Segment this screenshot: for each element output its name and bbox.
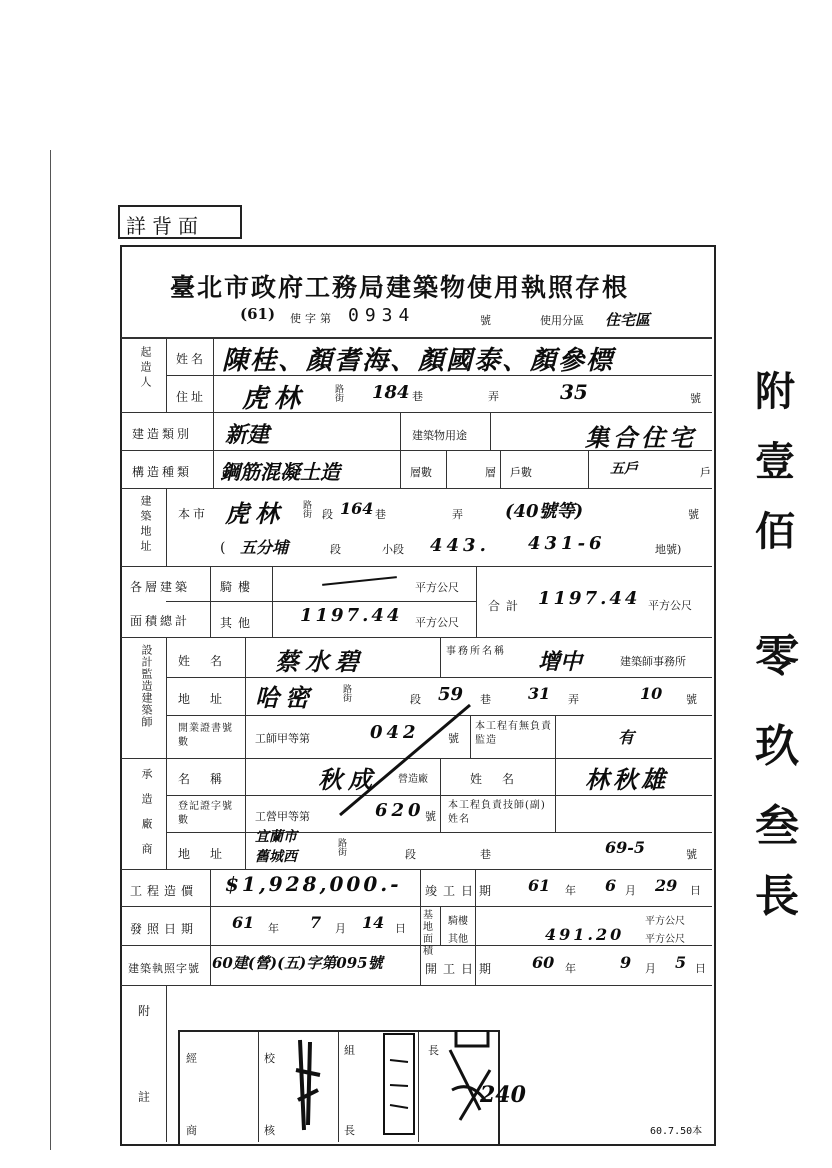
designer-name: 蔡水碧 xyxy=(275,647,365,676)
site-alley-unit: 弄 xyxy=(452,508,463,521)
divider xyxy=(400,412,401,488)
designer-reg-suffix: 號 xyxy=(448,732,459,745)
divider xyxy=(121,985,712,986)
margin-fragment: 叁 xyxy=(755,801,799,852)
building-permit-label: 建築執照字號 xyxy=(128,962,200,975)
applicant-road-unit: 路街 xyxy=(333,384,343,402)
applicant-lane: 巷 xyxy=(412,390,423,403)
issue-year: 61 xyxy=(232,913,255,932)
contractor-tech-label: 本工程負責技師(副)姓名 xyxy=(448,800,546,825)
margin-fragment: 附 xyxy=(755,368,795,415)
start-month: 9 xyxy=(620,953,632,972)
applicant-address-label: 住址 xyxy=(176,390,207,404)
divider xyxy=(440,906,441,945)
site-land-section: 五分埔 xyxy=(240,538,289,557)
issue-day-unit: 日 xyxy=(395,922,406,935)
divider xyxy=(490,412,491,450)
remarks-label-bottom: 註 xyxy=(138,1090,154,1104)
applicant-number-label: 號 xyxy=(690,392,701,405)
divider xyxy=(121,412,712,413)
cost-value: $1,928,000.- xyxy=(225,872,402,896)
sig-label-1: 經 xyxy=(186,1052,197,1065)
designer-alley-no: 31 xyxy=(528,684,551,703)
applicant-alley-no: 35 xyxy=(560,380,588,404)
binding-edge-line xyxy=(50,150,51,1150)
sig-label-2: 校 xyxy=(264,1052,275,1065)
area-label-1: 各層建築 xyxy=(130,580,191,594)
land-other-label: 其他 xyxy=(448,934,468,945)
land-arcade-unit: 平方公尺 xyxy=(645,916,685,927)
remarks-label-top: 附 xyxy=(138,1004,154,1018)
site-land-prefix: ( xyxy=(220,540,226,556)
diagonal-mark xyxy=(330,700,480,820)
land-arcade-label: 騎樓 xyxy=(448,916,468,927)
right-margin-fragments xyxy=(745,350,832,1030)
land-other-value: 491.20 xyxy=(545,925,625,944)
signature-scribble-1 xyxy=(296,1040,320,1130)
divider xyxy=(245,637,246,869)
floors-label: 層數 xyxy=(410,466,432,479)
designer-alley-unit: 弄 xyxy=(568,693,579,706)
divider xyxy=(166,601,476,602)
total-unit: 平方公尺 xyxy=(648,599,692,612)
designer-section-label: 設計監造建築師 xyxy=(140,644,153,728)
total-label: 合計 xyxy=(488,599,525,613)
divider xyxy=(210,869,211,985)
back-tag: 詳背面 xyxy=(126,214,204,238)
divider xyxy=(121,488,712,489)
margin-fragment: 零 xyxy=(755,631,799,682)
divider xyxy=(210,566,211,637)
contractor-address-road: 舊城西 xyxy=(255,849,297,865)
site-section-label: 建築地址 xyxy=(139,495,152,555)
category-label: 建造類別 xyxy=(132,427,193,441)
start-year-unit: 年 xyxy=(565,962,576,975)
margin-fragment: 長 xyxy=(755,871,799,922)
issue-month: 7 xyxy=(310,913,322,932)
contractor-name-label: 名稱 xyxy=(178,772,243,786)
completion-year-unit: 年 xyxy=(565,884,576,897)
completion-month: 6 xyxy=(605,876,617,895)
use-label: 建築物用途 xyxy=(412,429,467,442)
completion-day-unit: 日 xyxy=(690,884,701,897)
other-value: 1197.44 xyxy=(300,605,403,626)
divider xyxy=(166,488,167,566)
site-section-unit: 段 xyxy=(322,508,333,521)
designer-lane-no: 59 xyxy=(438,684,464,705)
zone-label: 使用分區 xyxy=(540,314,584,327)
issue-year-unit: 年 xyxy=(268,922,279,935)
contractor-road-unit: 路街 xyxy=(336,838,346,856)
designer-reg-number: 042 xyxy=(370,722,420,743)
sig-bottom-1: 商 xyxy=(186,1124,197,1137)
site-road-unit: 路街 xyxy=(301,500,311,518)
start-year: 60 xyxy=(532,953,555,972)
completion-month-unit: 月 xyxy=(625,884,636,897)
divider xyxy=(121,637,712,638)
divider xyxy=(213,338,214,412)
seal-stamp xyxy=(384,1034,414,1134)
designer-number-unit: 號 xyxy=(686,693,697,706)
contractor-address-city: 宜蘭市 xyxy=(255,829,297,845)
site-lane-unit: 巷 xyxy=(375,508,386,521)
site-land-suffix: 地號) xyxy=(655,543,682,556)
divider xyxy=(555,758,556,832)
divider xyxy=(476,566,477,637)
permit-year: (61) xyxy=(240,305,276,323)
site-lot-1: 443. xyxy=(430,535,490,556)
completion-label: 竣工日期 xyxy=(425,884,498,898)
contractor-lane-unit: 巷 xyxy=(480,848,491,861)
building-permit-value: 60建(營)(五)字第095號 xyxy=(212,954,383,972)
sig-label-3: 組 xyxy=(344,1044,355,1057)
designer-road-unit: 路街 xyxy=(341,684,351,702)
contractor-section-unit: 段 xyxy=(405,848,416,861)
contractor-name-suffix: 營造廠 xyxy=(398,774,428,785)
divider xyxy=(166,637,167,869)
site-lot-2: 431-6 xyxy=(528,533,606,554)
applicant-alley: 弄 xyxy=(488,390,499,403)
permit-prefix: 使字第 xyxy=(290,312,335,325)
divider xyxy=(440,637,441,677)
designer-supervisor-value: 有 xyxy=(618,728,635,747)
divider xyxy=(166,832,712,833)
designer-section-unit: 段 xyxy=(410,693,421,706)
designer-address-label: 地址 xyxy=(178,692,243,706)
households-value: 五戶 xyxy=(610,461,638,477)
land-area-label: 基地面積 xyxy=(423,910,433,957)
designer-road: 哈密 xyxy=(255,683,315,712)
sig-bottom-2: 核 xyxy=(264,1124,275,1137)
site-land-section-unit: 段 xyxy=(330,543,341,556)
signature-scribble-2 xyxy=(450,1030,490,1120)
divider xyxy=(420,869,421,985)
divider xyxy=(166,338,167,412)
total-value: 1197.44 xyxy=(538,588,641,609)
other-label: 其他 xyxy=(220,616,257,630)
divider xyxy=(588,450,589,488)
site-city: 本市 xyxy=(178,507,209,521)
issue-month-unit: 月 xyxy=(335,922,346,935)
contractor-number: 69-5 xyxy=(605,838,646,857)
structure-value: 鋼筋混凝土造 xyxy=(220,460,340,484)
print-code: 60.7.50本 xyxy=(650,1126,703,1137)
contractor-name: 秋成 xyxy=(318,765,378,794)
signature-stamps xyxy=(280,1030,520,1142)
arcade-unit: 平方公尺 xyxy=(415,581,459,594)
structure-label: 構造種類 xyxy=(132,465,193,479)
designer-reg-label: 開業證書號數 xyxy=(178,723,233,748)
divider xyxy=(213,412,214,488)
start-day-unit: 日 xyxy=(695,962,706,975)
designer-office: 增中 xyxy=(538,649,583,675)
issue-label: 發照日期 xyxy=(130,922,199,936)
contractor-person-label: 姓名 xyxy=(470,772,535,786)
back-tag-box xyxy=(118,205,242,239)
zone-value: 住宅區 xyxy=(605,311,651,329)
divider xyxy=(166,985,167,1142)
designer-name-label: 姓名 xyxy=(178,654,243,668)
designer-reg-prefix: 工師甲等第 xyxy=(255,732,310,745)
designer-number: 10 xyxy=(640,684,663,703)
use-value: 集合住宅 xyxy=(585,423,697,452)
designer-lane-unit: 巷 xyxy=(480,693,491,706)
area-label-2: 面積總計 xyxy=(130,614,191,628)
divider xyxy=(166,677,712,678)
contractor-person: 林秋雄 xyxy=(585,765,669,794)
sig-bottom-3: 長 xyxy=(344,1124,355,1137)
margin-fragment: 佰 xyxy=(755,508,795,555)
divider xyxy=(272,566,273,637)
site-number-unit: 號 xyxy=(688,508,699,521)
contractor-reg-prefix: 工營甲等第 xyxy=(255,810,310,823)
cost-label: 工程造價 xyxy=(130,884,199,898)
applicant-names: 陳桂、顏耆海、顏國泰、顏參標 xyxy=(222,346,615,376)
page-title: 臺北市政府工務局建築物使用執照存根 xyxy=(170,273,630,302)
applicant-section-label: 起造人 xyxy=(139,346,152,391)
divider xyxy=(258,1032,259,1142)
start-day: 5 xyxy=(675,953,687,972)
margin-fragment: 玖 xyxy=(755,721,799,772)
applicant-lane-no: 184 xyxy=(372,382,410,403)
permit-suffix: 號 xyxy=(480,314,491,327)
contractor-reg-suffix: 號 xyxy=(425,810,436,823)
remarks-handwritten: 240 xyxy=(480,1082,526,1108)
site-lane: 164 xyxy=(340,499,374,518)
site-note: (40號等) xyxy=(505,501,584,522)
designer-office-label: 事務所名稱 xyxy=(446,646,506,657)
applicant-name-label: 姓名 xyxy=(176,352,207,366)
contractor-address-label: 地址 xyxy=(178,847,243,861)
completion-year: 61 xyxy=(528,876,551,895)
contractor-reg-number: 620 xyxy=(375,800,425,821)
other-unit: 平方公尺 xyxy=(415,616,459,629)
floors-unit: 層 xyxy=(485,466,496,479)
contractor-number-unit: 號 xyxy=(686,848,697,861)
designer-supervisor-label: 本工程有無負責監造 xyxy=(475,721,552,746)
divider xyxy=(500,450,501,488)
divider xyxy=(446,450,447,488)
land-other-unit: 平方公尺 xyxy=(645,934,685,945)
divider xyxy=(121,337,712,339)
site-subsection-unit: 小段 xyxy=(382,543,404,556)
permit-number: 0934 xyxy=(348,305,416,326)
issue-day: 14 xyxy=(362,913,385,932)
arcade-label: 騎樓 xyxy=(220,580,257,594)
households-unit: 戶 xyxy=(700,466,711,479)
sig-label-4: 長 xyxy=(428,1044,439,1057)
designer-office-suffix: 建築師事務所 xyxy=(620,655,686,668)
start-label: 開工日期 xyxy=(425,962,498,976)
households-label: 戶數 xyxy=(510,466,532,479)
contractor-section-label: 承造廠商 xyxy=(140,768,153,868)
category-value: 新建 xyxy=(225,422,270,448)
contractor-reg-label: 登記證字號數 xyxy=(178,801,233,826)
applicant-road: 虎林 xyxy=(242,384,307,414)
margin-fragment: 壹 xyxy=(755,438,795,485)
completion-day: 29 xyxy=(655,876,678,895)
start-month-unit: 月 xyxy=(645,962,656,975)
site-road: 虎林 xyxy=(225,499,285,528)
divider xyxy=(555,715,556,758)
